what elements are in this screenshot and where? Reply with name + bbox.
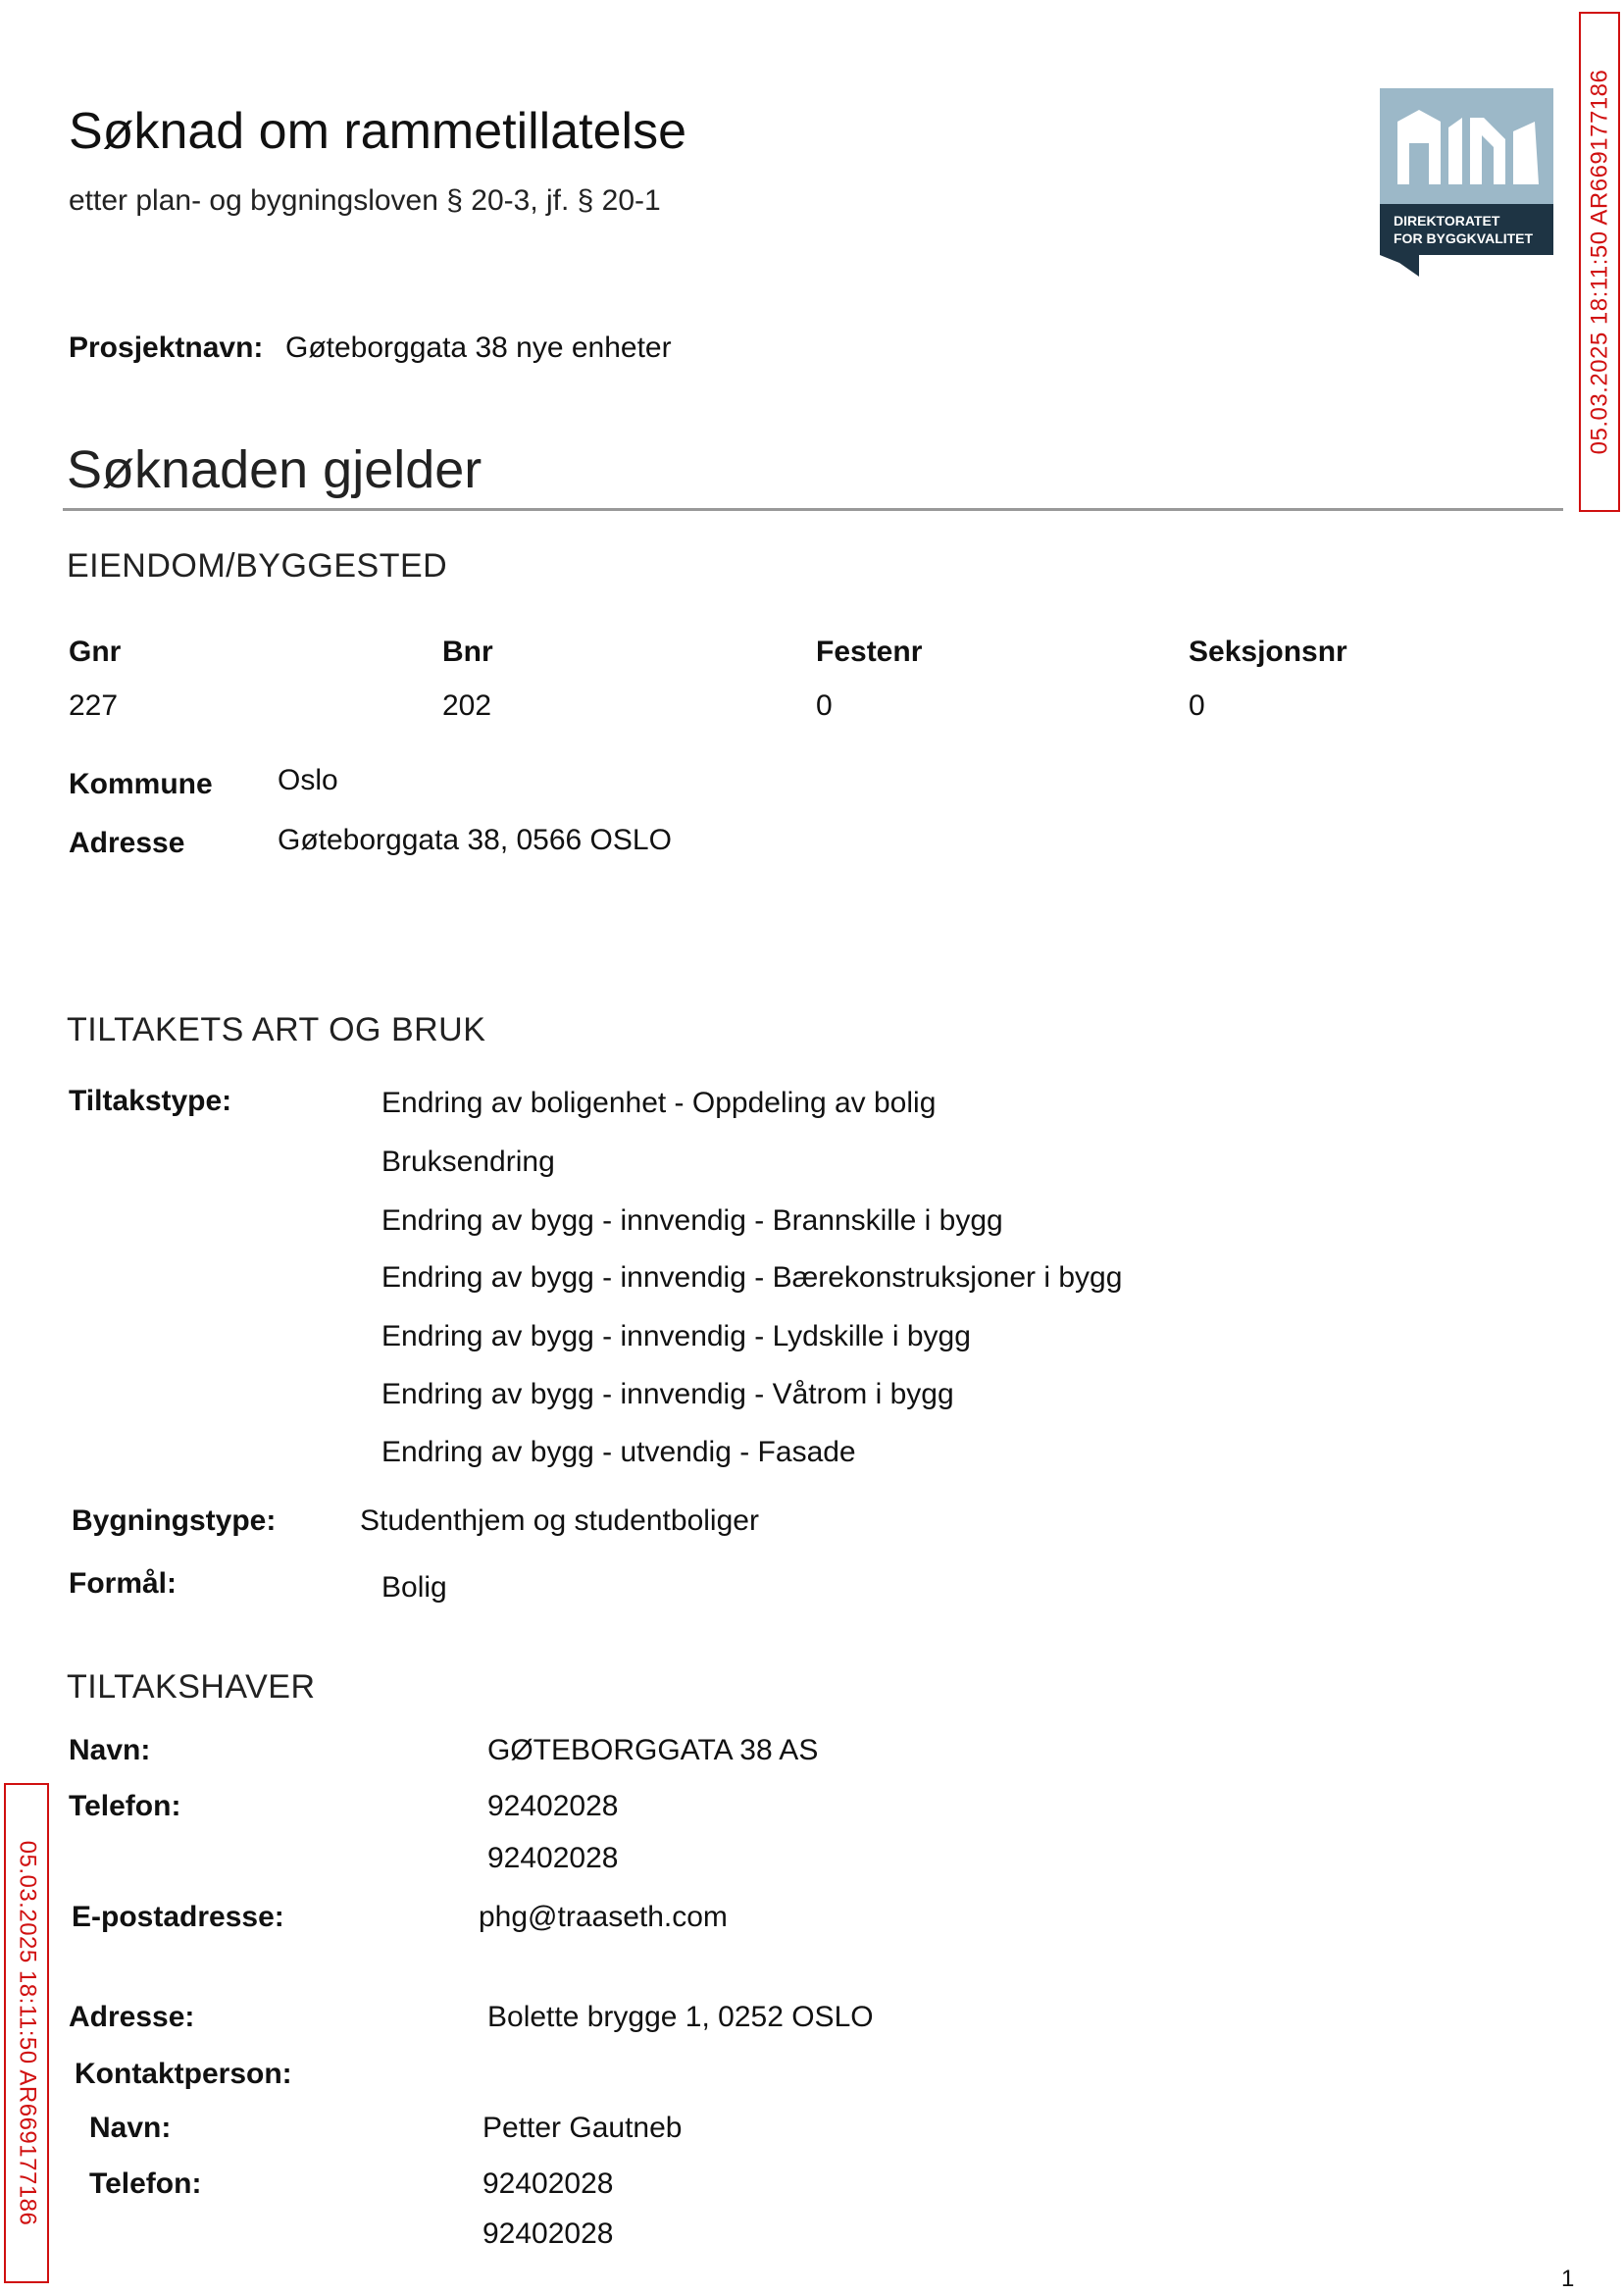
festenr-value: 0 bbox=[816, 689, 833, 722]
receipt-stamp-top-text: 05.03.2025 18:11:50 AR669177186 bbox=[1586, 69, 1612, 455]
kontaktperson-label: Kontaktperson: bbox=[75, 2058, 292, 2090]
logo-text-line1: DIREKTORATET bbox=[1394, 213, 1500, 229]
tiltakshaver-telefon-label: Telefon: bbox=[69, 1790, 181, 1822]
epost-value: phg@traaseth.com bbox=[479, 1901, 728, 1933]
kommune-label: Kommune bbox=[69, 768, 213, 800]
festenr-label: Festenr bbox=[816, 636, 923, 668]
tiltak-heading: TILTAKETS ART OG BRUK bbox=[67, 1011, 486, 1048]
formal-label: Formål: bbox=[69, 1567, 178, 1600]
receipt-stamp-bottom-text: 05.03.2025 18:11:50 AR669177186 bbox=[14, 1840, 40, 2226]
logo-text-line2: FOR BYGGKVALITET bbox=[1394, 230, 1534, 246]
bnr-label: Bnr bbox=[442, 636, 493, 668]
kontakt-navn-value: Petter Gautneb bbox=[482, 2112, 683, 2144]
tiltakstype-item: Endring av bygg - innvendig - Våtrom i bygg bbox=[381, 1378, 954, 1410]
tiltakstype-item: Endring av bygg - innvendig - Bærekonstruksjoner i bygg bbox=[381, 1261, 1123, 1294]
dibk-logo bbox=[1380, 88, 1553, 277]
receipt-stamp-top bbox=[1579, 12, 1620, 512]
kontakt-telefon-label: Telefon: bbox=[89, 2167, 202, 2200]
bygningstype-value: Studenthjem og studentboliger bbox=[360, 1504, 759, 1537]
bygningstype-label: Bygningstype: bbox=[72, 1504, 277, 1537]
seksjonsnr-label: Seksjonsnr bbox=[1189, 636, 1347, 668]
tiltakshaver-telefon-value: 92402028 bbox=[487, 1842, 619, 1874]
section-divider bbox=[63, 508, 1563, 511]
project-name-label: Prosjektnavn: bbox=[69, 331, 264, 364]
dibk-logo-icon bbox=[1380, 88, 1553, 277]
document-subtitle: etter plan- og bygningsloven § 20-3, jf. § 20-1 bbox=[69, 184, 661, 217]
formal-value: Bolig bbox=[381, 1571, 447, 1604]
kontakt-telefon-value: 92402028 bbox=[482, 2218, 614, 2250]
adresse-value: Gøteborggata 38, 0566 OSLO bbox=[278, 824, 672, 856]
section-heading: Søknaden gjelder bbox=[67, 440, 482, 499]
tiltakshaver-heading: TILTAKSHAVER bbox=[67, 1668, 316, 1706]
bnr-value: 202 bbox=[442, 689, 492, 722]
page-number: 1 bbox=[1561, 2266, 1575, 2292]
tiltakshaver-navn-label: Navn: bbox=[69, 1734, 151, 1766]
tiltakshaver-adresse-label: Adresse: bbox=[69, 2001, 195, 2033]
gnr-value: 227 bbox=[69, 689, 119, 722]
tiltakshaver-navn-value: GØTEBORGGATA 38 AS bbox=[487, 1734, 819, 1766]
property-heading: EIENDOM/BYGGESTED bbox=[67, 547, 448, 585]
tiltakstype-item: Endring av bygg - innvendig - Brannskille i bygg bbox=[381, 1204, 1003, 1237]
tiltakstype-item: Bruksendring bbox=[381, 1146, 555, 1178]
epost-label: E-postadresse: bbox=[72, 1901, 284, 1933]
kontakt-telefon-value: 92402028 bbox=[482, 2167, 614, 2200]
tiltakshaver-telefon-value: 92402028 bbox=[487, 1790, 619, 1822]
tiltakstype-item: Endring av bygg - innvendig - Lydskille i bygg bbox=[381, 1320, 971, 1352]
kommune-value: Oslo bbox=[278, 764, 338, 796]
kontakt-navn-label: Navn: bbox=[89, 2112, 172, 2144]
seksjonsnr-value: 0 bbox=[1189, 689, 1205, 722]
tiltakstype-item: Endring av bygg - utvendig - Fasade bbox=[381, 1436, 856, 1468]
gnr-label: Gnr bbox=[69, 636, 122, 668]
receipt-stamp-bottom bbox=[4, 1783, 49, 2283]
project-name-value: Gøteborggata 38 nye enheter bbox=[285, 331, 672, 364]
tiltakstype-label: Tiltakstype: bbox=[69, 1085, 232, 1117]
adresse-label: Adresse bbox=[69, 827, 185, 859]
tiltakstype-item: Endring av boligenhet - Oppdeling av bolig bbox=[381, 1087, 937, 1119]
tiltakshaver-adresse-value: Bolette brygge 1, 0252 OSLO bbox=[487, 2001, 874, 2033]
document-title: Søknad om rammetillatelse bbox=[69, 103, 686, 160]
